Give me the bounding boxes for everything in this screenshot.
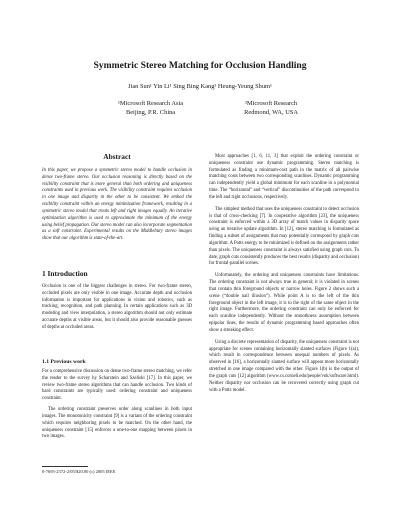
right-column-paragraph: Most approaches [1, 6, 11, 3] that exploit the ordering constraint or uniqueness constraint use dynamic programming. Stereo matching is formulated as finding a minimum-cost path in the matrix of all pairwise matching costs between two corresponding scanlines. Dynamic programming can independently yield a global minimum for each scanline in a polynomial time. The “horizontal” and “vertical” discontinuities of the path correspond to the left and right occlusions, respectively. <box>209 154 359 200</box>
author-list: Jian Sun¹ Yin Li¹ Sing Bing Kang² Heung-Yeung Shum¹ <box>128 83 272 90</box>
previous-work-paragraph: For a comprehensive discussion on dense two-frame stereo matching, we refer the reader to the survey by Scharstein and Szeliski [17]. In this paper, we review two-frame stereo algorithms that can handle occlusion. Two kinds of hard constraints are typically used: ordering constraint and uniqueness constraint. <box>42 369 192 402</box>
previous-work-paragraph: The ordering constraint preserves order along scanlines in both input images. The monotonicity constraint [9] is a variant of the ordering constraint which requires neighboring pixels to be matched. On the other hand, the uniqueness constraint [15] enforces a one-to-one mapping between pixels in two images. <box>42 407 192 440</box>
previous-work-text <box>42 369 192 445</box>
introduction-paragraph: Occlusion is one of the biggest challenges in stereo. For two-frame stereo, occluded pixels are only visible in one image. Accurate depth and occlusion information is important for applications in vision and robotics, such as tracking, recognition, and path planning. In certain applications such as 3D modeling and view interpolation, a stereo algorithm should not only estimate accurate depths at visible areas, but it should also provide reasonable guesses of depths at occluded areas. <box>42 284 192 330</box>
right-column-paragraph: The simplest method that uses the uniqueness constraint to detect occlusion is that of cross-checking [7]. In cooperative algorithm [23], the uniqueness constraint is enforced within a 3D array of match values in disparity space using an iterative update algorithm. In [12], stereo matching is formulated as finding a subset of assignments that may potentially correspond by graph cuts algorithm. A Potts energy to be minimized is defined on the assignments rather than pixels. The uniqueness constraint is always satisfied using graph cuts. To date, graph cuts consistently produces the best results (disparity and occlusion) for frontal-parallel scenes. <box>209 206 359 267</box>
right-column <box>209 154 359 399</box>
right-column-paragraph: Unfortunately, the ordering and uniqueness constraints have limitations. The ordering constraint is not always true in general; it is violated in scenes that contain thin foreground objects or narrow holes. Figure 2 shows such a scene (“double nail illusion”). While point A is to the left of the thin foreground object in the left image, it is to the right of the same object in the right image. Furthermore, the ordering constraint can only be enforced for each scanline independently. Without the smoothness assumption between epipolar lines, the results of dynamic programming based approaches often show a streaking effect. <box>209 273 359 333</box>
affiliation-1 <box>118 100 183 117</box>
right-column-paragraph: Using a discrete representation of disparity, the uniqueness constraint is not appropriate for scenes containing horizontally slanted surfaces (Figure 1(a)), which result in correspondence between unequal numbers of pixels. As observed in [16], a horizontally slanted surface will appear more horizontally stretched in one image compared with the other. Figure 1(b) is the output of the graph cuts [12] algorithm (www.cs.cornell.edu/people/vnk/software.html). Neither disparity nor occlusion can be recovered correctly using graph cut with a Potts model. <box>209 339 359 393</box>
abstract-heading: Abstract <box>103 152 131 161</box>
footer-divider <box>42 466 88 467</box>
paper-title: Symmetric Stereo Matching for Occlusion Handling <box>93 60 307 71</box>
affiliation-2 <box>244 100 298 117</box>
affiliation-2-location: Redmond, WA, USA <box>244 108 298 116</box>
affiliation-1-name: ¹Microsoft Research Asia <box>118 100 184 107</box>
abstract-text: In this paper, we propose a symmetric stereo model to handle occlusion in dense two-frame stereo. Our occlusion reasoning is directly based on the visibility constraint that is more general than both ordering and uniqueness constraints used in previous work. The visibility constraint requires occlusion in one image and disparity in the other to be consistent. We embed the visibility constraint within an energy minimization framework, resulting in a symmetric stereo model that treats left and right images equally. An iterative optimization algorithm is used to approximate the minimum of the energy using belief propagation. Our stereo model can also incorporate segmentation as a soft constraint. Experimental results on the Middlebury stereo images show that our algorithm is state-of-the-art. <box>42 168 192 242</box>
affiliation-2-name: ²Microsoft Research <box>245 100 298 107</box>
section-heading-introduction: 1 Introduction <box>42 269 88 278</box>
copyright-footer: 0-7695-2372-2/05/$20.00 (c) 2005 IEEE <box>42 469 116 474</box>
affiliation-1-location: Beijing, P.R. China <box>125 108 176 116</box>
subsection-heading-previous-work: 1.1 Previous work <box>42 359 86 365</box>
introduction-text <box>42 284 192 336</box>
affiliations <box>118 100 298 117</box>
